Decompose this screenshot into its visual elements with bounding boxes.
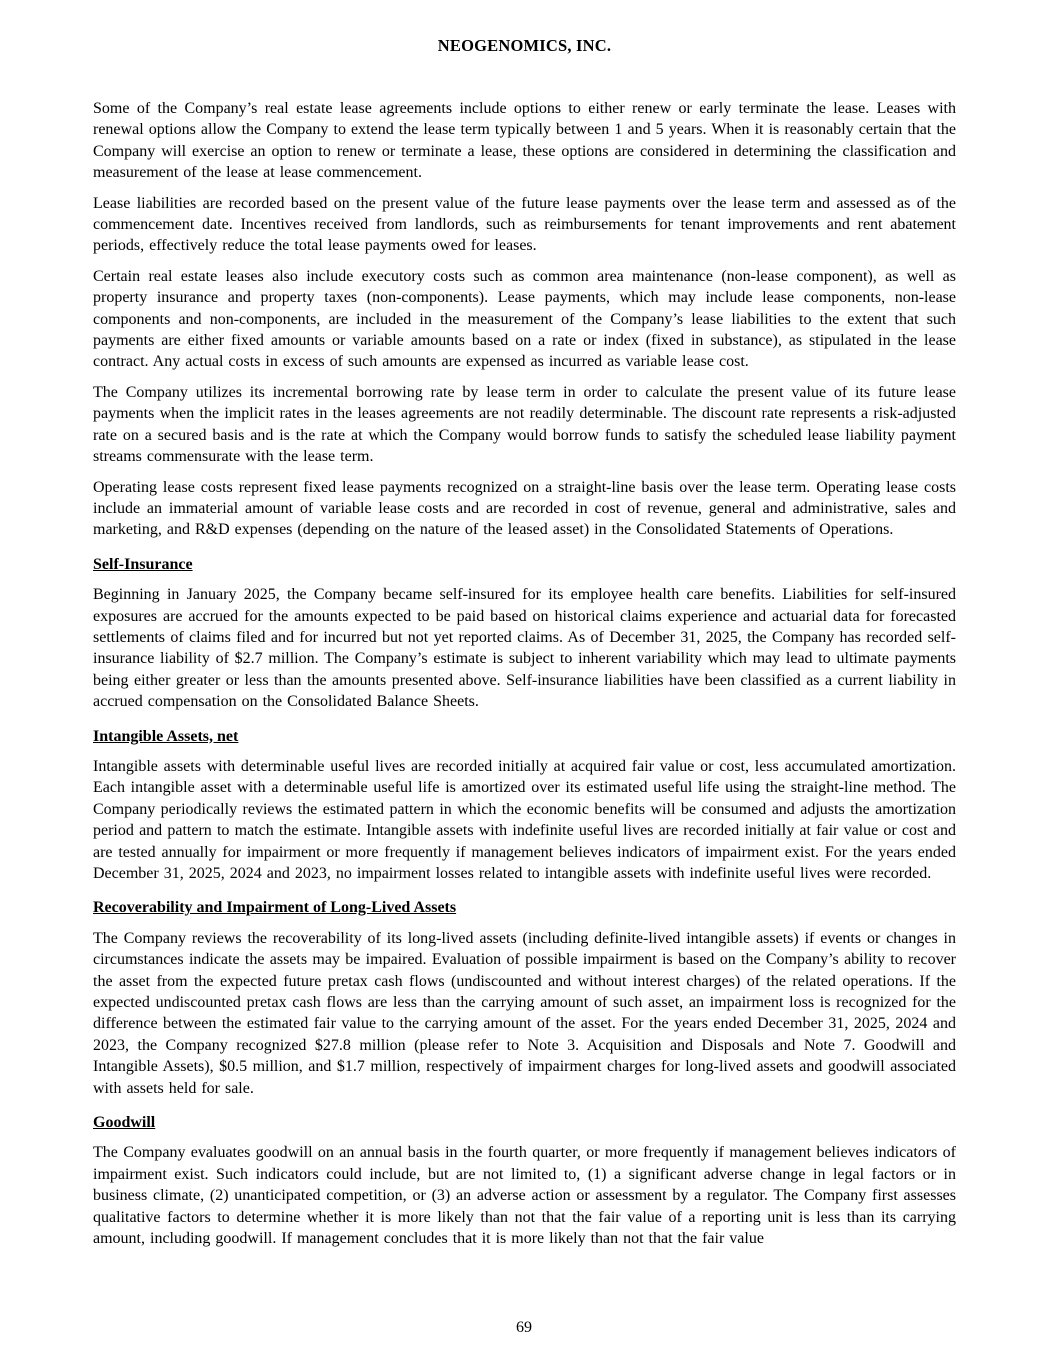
section-heading-intangible-assets: Intangible Assets, net xyxy=(93,727,239,745)
paragraph-incremental-borrowing-rate: The Company utilizes its incremental borrowing rate by lease term in order to calculate the present value of its future lease payments when the implicit rates in the leases agreements are not readily determinable. The discount rate represents a risk-adjusted rate on a secured basis and is the rate at which the Company would borrow funds to satisfy the scheduled lease liability payment streams commensurate with the lease term. xyxy=(93,383,956,466)
paragraph-lease-renewal-options: Some of the Company’s real estate lease agreements include options to either renew or early terminate the lease. Leases with renewal options allow the Company to extend the lease term typically between 1 and 5 years. When it is reasonably certain that the Company will exercise an option to renew or terminate a lease, these options are considered in determining the classification and measurement of the lease at lease commencement. xyxy=(93,100,956,182)
section-heading-recoverability-impairment: Recoverability and Impairment of Long-Lived Assets xyxy=(93,899,457,917)
section-heading-goodwill: Goodwill xyxy=(93,1114,156,1132)
section-heading-self-insurance: Self-Insurance xyxy=(93,555,193,573)
paragraph-executory-costs: Certain real estate leases also include executory costs such as common area maintenance (non-lease component), as well as property insurance and property taxes (non-components). Lease payments, which may include lease components, non-lease components and non-components, are included in the measurement of the Company’s lease liabilities to the extent that such payments are either fixed amounts or variable amounts based on a rate or index (fixed in substance), as stipulated in the lease contract. Any actual costs in excess of such amounts are expensed as incurred as variable lease cost. xyxy=(93,267,956,371)
paragraph-self-insurance: Beginning in January 2025, the Company became self-insured for its employee health care benefits. Liabilities for self-insured exposures are accrued for the amounts expected to be paid based on historical claims experience and actuarial data for forecasted settlements of claims filed and for incurred but not yet reported claims. As of December 31, 2025, the Company has recorded self-insurance liability of $2.7 million. The Company’s estimate is subject to inherent variability which may lead to ultimate payments being either greater or less than the amounts presented above. Self-insurance liabilities have been classified as a current liability in accrued compensation on the Consolidated Balance Sheets. xyxy=(93,586,956,711)
paragraph-lease-liabilities: Lease liabilities are recorded based on the present value of the future lease payments over the lease term and assessed as of the commencement date. Incentives received from landlords, such as reimbursements for tenant improvements and rent abatement periods, effectively reduce the total lease payments owed for leases. xyxy=(93,194,956,255)
paragraph-goodwill: The Company evaluates goodwill on an annual basis in the fourth quarter, or more frequently if management believes indicators of impairment exist. Such indicators could include, but are not limited to, (1) a significant adverse change in legal factors or in business climate, (2) unanticipated competition, or (3) an adverse action or assessment by a regulator. The Company first assesses qualitative factors to determine whether it is more likely than not that the fair value of a reporting unit is less than its carrying amount, including goodwill. If management concludes that it is more likely than not that the fair value xyxy=(93,1144,956,1248)
document-body xyxy=(93,98,956,1250)
paragraph-operating-lease-costs: Operating lease costs represent fixed lease payments recognized on a straight-line basis over the lease term. Operating lease costs include an immaterial amount of variable lease costs and are recorded in cost of revenue, general and administrative, sales and marketing, and R&D expenses (depending on the nature of the leased asset) in the Consolidated Statements of Operations. xyxy=(93,478,956,539)
paragraph-intangible-assets: Intangible assets with determinable useful lives are recorded initially at acquired fair value or cost, less accumulated amortization. Each intangible asset with a determinable useful life is amortized over its estimated useful life using the straight-line method. The Company periodically reviews the estimated pattern in which the economic benefits will be consumed and adjusts the amortization period and pattern to match the estimate. Intangible assets with indefinite useful lives are recorded initially at fair value or cost and are tested annually for impairment or more frequently if management believes indicators of impairment exist. For the years ended December 31, 2025, 2024 and 2023, no impairment losses related to intangible assets with indefinite useful lives were recorded. xyxy=(93,757,956,882)
document-header xyxy=(93,36,956,56)
paragraph-recoverability-impairment: The Company reviews the recoverability of its long-lived assets (including definite-lived intangible assets) if events or changes in circumstances indicate the assets may be impaired. Evaluation of possible impairment is based on the Company’s ability to recover the asset from the expected future pretax cash flows (undiscounted and without interest charges) of the related operations. If the expected undiscounted pretax cash flows are less than the carrying amount of such asset, an impairment loss is recognized for the difference between the estimated fair value to the carrying amount of the asset. For the years ended December 31, 2025, 2024 and 2023, the Company recognized $27.8 million (please refer to Note 3. Acquisition and Disposals and Note 7. Goodwill and Intangible Assets), $0.5 million, and $1.7 million, respectively of impairment charges for long-lived assets and goodwill associated with assets held for sale. xyxy=(93,929,956,1097)
page-number: 69 xyxy=(516,1319,532,1336)
document-title: NEOGENOMICS, INC. xyxy=(437,36,612,55)
